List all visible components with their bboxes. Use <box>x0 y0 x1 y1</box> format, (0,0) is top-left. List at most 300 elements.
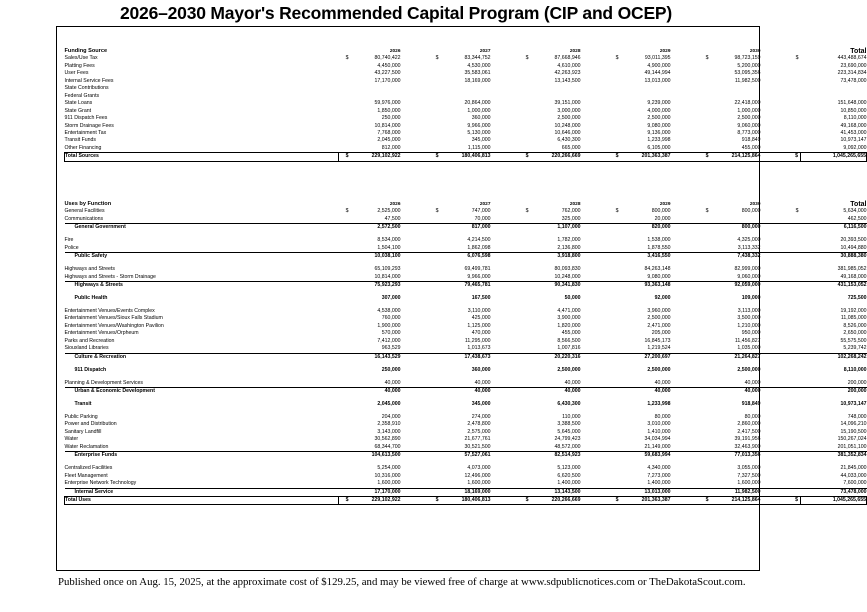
spacer <box>671 465 699 472</box>
value-2029: 1,219,524 <box>647 345 671 352</box>
value-2027: 274,000 <box>471 413 491 420</box>
spacer <box>761 100 789 107</box>
dollar-sign <box>519 282 531 290</box>
dollar-sign <box>789 224 801 232</box>
dollar-sign <box>519 308 531 315</box>
value-total: 49,168,000 <box>840 273 867 280</box>
value-2029: 9,136,000 <box>647 129 671 136</box>
value-total: 381,985,052 <box>837 266 867 273</box>
dollar-sign <box>519 123 531 130</box>
value-2028: 80,093,830 <box>554 266 581 273</box>
spacer <box>671 78 699 85</box>
value-2027: 817,000 <box>441 224 491 232</box>
dollar-sign <box>519 444 531 452</box>
spacer <box>401 353 429 361</box>
row-label: Entertainment Venues/Events Complex <box>64 307 155 314</box>
value-2030: 3,055,000 <box>737 465 761 472</box>
value-total: 19,192,000 <box>840 307 867 314</box>
spacer <box>699 201 711 208</box>
spacer <box>581 123 609 130</box>
spacer <box>671 401 699 408</box>
spacer <box>401 315 429 322</box>
spacer <box>581 414 609 421</box>
value-2028: 5,645,000 <box>557 428 581 435</box>
spacer <box>761 480 789 488</box>
source-row <box>65 85 867 92</box>
value-2029: 40,000 <box>621 388 671 396</box>
row-label: Public Health <box>74 295 108 302</box>
value-2030: 1,210,000 <box>737 322 761 329</box>
spacer <box>581 115 609 122</box>
dollar-sign <box>609 115 621 122</box>
dollar-sign <box>339 367 351 374</box>
use-row <box>65 473 867 480</box>
spacer <box>401 78 429 85</box>
dollar-sign <box>609 308 621 315</box>
dollar-sign <box>429 345 441 353</box>
dollar-sign <box>789 465 801 472</box>
value-total: 10,973,147 <box>840 137 867 144</box>
spacer <box>401 153 429 161</box>
dollar-sign: $ <box>615 208 619 215</box>
header-row <box>65 48 867 55</box>
value-2026 <box>351 93 401 100</box>
spacer <box>491 452 519 460</box>
value-2030: 11,982,500 <box>711 488 761 496</box>
value-total: 1,045,265,655 <box>801 153 867 161</box>
value-2028: 20,220,316 <box>531 353 581 361</box>
value-total: 49,168,000 <box>840 122 867 129</box>
source-row <box>65 130 867 137</box>
dollar-sign <box>609 130 621 137</box>
row-label: Enterprise Network Technology <box>64 480 137 487</box>
dollar-sign <box>609 145 621 153</box>
spacer <box>401 308 429 315</box>
use-row <box>65 480 867 488</box>
value-2028: 325,000 <box>561 215 581 222</box>
value-2029: 59,683,994 <box>621 452 671 460</box>
value-2029: 205,000 <box>651 330 671 337</box>
dollar-sign <box>609 401 621 408</box>
value-2029: 4,340,000 <box>647 465 671 472</box>
row-label: Urban & Economic Development <box>65 388 339 396</box>
dollar-sign <box>339 216 351 224</box>
spacer <box>761 282 789 290</box>
dollar-sign <box>519 338 531 345</box>
dollar-sign <box>609 345 621 353</box>
dollar-sign <box>429 308 441 315</box>
value-2029: 1,538,000 <box>647 237 671 244</box>
value-2029: 80,000 <box>654 413 671 420</box>
value-total: 5,239,742 <box>843 345 867 352</box>
dollar-sign <box>339 245 351 253</box>
dollar-sign <box>609 282 621 290</box>
value-2030: 92,059,000 <box>711 282 761 290</box>
dollar-sign <box>789 253 801 261</box>
dollar-sign <box>699 323 711 330</box>
value-2029: 2,500,000 <box>647 315 671 322</box>
spacer <box>581 224 609 232</box>
dollar-sign <box>789 282 801 290</box>
value-2027: 30,521,500 <box>464 443 491 450</box>
header-label: Uses by Function <box>64 201 112 207</box>
dollar-sign: $ <box>609 153 621 161</box>
spacer <box>671 224 699 232</box>
spacer <box>581 63 609 70</box>
spacer <box>581 323 609 330</box>
publication-notice: Published once on Aug. 15, 2025, at the approximate cost of $129.25, and may be viewed free of charge at www.sdpublicnotices.com or TheDakotaScout.com. <box>58 576 746 588</box>
spacer <box>671 421 699 428</box>
spacer <box>491 488 519 496</box>
dollar-sign <box>519 216 531 224</box>
value-2029 <box>621 93 671 100</box>
spacer <box>789 201 801 208</box>
dollar-sign <box>429 224 441 232</box>
dollar-sign <box>339 70 351 77</box>
spacer <box>491 70 519 77</box>
dollar-sign <box>789 473 801 480</box>
value-2030: 40,000 <box>744 379 761 386</box>
value-2026: 963,529 <box>381 345 401 352</box>
value-2029: 49,144,994 <box>644 70 671 77</box>
spacer <box>671 308 699 315</box>
spacer <box>581 274 609 282</box>
row-label: Transit <box>74 401 92 408</box>
year-header: 2029 <box>659 202 671 207</box>
row-label: State Loans <box>64 100 93 107</box>
value-2029: 2,500,000 <box>647 366 671 373</box>
value-2028: 48,572,000 <box>554 443 581 450</box>
total-sources-row <box>65 153 867 161</box>
spacer <box>761 473 789 480</box>
use-row <box>65 245 867 253</box>
dollar-sign <box>699 274 711 282</box>
dollar-sign <box>429 145 441 153</box>
value-2028 <box>531 85 581 92</box>
dollar-sign <box>699 421 711 428</box>
spacer <box>761 115 789 122</box>
row-label: Planning & Development Services <box>64 379 143 386</box>
spacer <box>491 208 519 215</box>
spacer <box>761 345 789 353</box>
dollar-sign <box>609 323 621 330</box>
value-2028: 6,620,500 <box>557 472 581 479</box>
dollar-sign <box>789 100 801 107</box>
spacer <box>401 253 429 261</box>
dollar-sign <box>699 444 711 452</box>
dollar-sign <box>519 414 531 421</box>
dollar-sign: $ <box>519 497 531 505</box>
dollar-sign <box>789 85 801 92</box>
dollar-sign <box>519 137 531 144</box>
dollar-sign <box>429 367 441 374</box>
dollar-sign <box>789 295 801 302</box>
spacer <box>671 48 699 55</box>
value-total: 9,092,000 <box>843 144 867 151</box>
uses-by-function-table <box>64 201 867 505</box>
value-2028: 3,000,000 <box>557 107 581 114</box>
value-2026: 760,000 <box>381 315 401 322</box>
value-2028: 220,266,669 <box>531 497 581 505</box>
dollar-sign <box>339 414 351 421</box>
value-2027: 6,076,598 <box>441 253 491 261</box>
spacer <box>671 429 699 436</box>
value-2030: 21,264,827 <box>711 353 761 361</box>
dollar-sign <box>609 266 621 273</box>
spacer <box>581 488 609 496</box>
spacer <box>581 253 609 261</box>
value-2028: 10,248,000 <box>554 273 581 280</box>
spacer <box>671 295 699 302</box>
value-2027: 180,406,813 <box>441 497 491 505</box>
value-2030 <box>711 93 761 100</box>
value-2027: 11,295,000 <box>464 337 491 344</box>
dollar-sign <box>429 452 441 460</box>
value-2027: 9,966,000 <box>467 273 491 280</box>
dollar-sign <box>339 253 351 261</box>
spacer <box>519 201 531 208</box>
row-label: General Government <box>65 224 339 232</box>
dollar-sign <box>519 266 531 273</box>
spacer <box>491 245 519 253</box>
dollar-sign <box>519 70 531 77</box>
value-2029: 93,363,148 <box>621 282 671 290</box>
row-label: Water <box>64 436 79 443</box>
spacer <box>761 338 789 345</box>
row-label: Internal Service Fees <box>64 77 114 84</box>
spacer <box>761 70 789 77</box>
value-2026: 17,170,000 <box>351 488 401 496</box>
value-2030 <box>711 216 761 224</box>
row-label: Fleet Management <box>64 472 108 479</box>
spacer <box>491 115 519 122</box>
dollar-sign <box>609 85 621 92</box>
dollar-sign: $ <box>435 55 439 62</box>
source-row <box>65 70 867 77</box>
row-label: Federal Grants <box>64 92 100 99</box>
dollar-sign <box>429 401 441 408</box>
value-2030: 11,456,827 <box>734 337 761 344</box>
dollar-sign <box>699 465 711 472</box>
spacer <box>761 123 789 130</box>
spacer <box>609 201 621 208</box>
dollar-sign <box>519 452 531 460</box>
value-total: 44,033,000 <box>840 472 867 479</box>
value-2026: 68,344,700 <box>374 443 401 450</box>
value-total: 102,268,242 <box>801 353 867 361</box>
dollar-sign <box>429 216 441 224</box>
spacer <box>761 216 789 224</box>
spacer <box>401 137 429 144</box>
dollar-sign <box>519 93 531 100</box>
dollar-sign <box>789 78 801 85</box>
dollar-sign <box>699 253 711 261</box>
dollar-sign <box>519 421 531 428</box>
dollar-sign <box>789 145 801 153</box>
row-label: Public Parking <box>64 413 98 420</box>
spacer <box>491 401 519 408</box>
row-label: Total Sources <box>65 153 339 161</box>
spacer <box>671 93 699 100</box>
dollar-sign <box>699 282 711 290</box>
dollar-sign <box>609 123 621 130</box>
dollar-sign <box>519 85 531 92</box>
spacer <box>761 452 789 460</box>
dollar-sign <box>339 388 351 396</box>
spacer <box>761 78 789 85</box>
dollar-sign <box>609 78 621 85</box>
value-2026: 47,500 <box>384 215 401 222</box>
source-row <box>65 108 867 115</box>
spacer <box>761 421 789 428</box>
spacer <box>491 473 519 480</box>
spacer <box>761 323 789 330</box>
dollar-sign: $ <box>699 153 711 161</box>
spacer <box>581 295 609 302</box>
year-header: 2029 <box>659 49 671 54</box>
spacer <box>761 153 789 161</box>
source-row <box>65 100 867 107</box>
dollar-sign <box>429 253 441 261</box>
value-2030: 918,849 <box>741 401 761 408</box>
dollar-sign: $ <box>519 153 531 161</box>
spacer <box>671 108 699 115</box>
dollar-sign <box>519 245 531 253</box>
dollar-sign <box>339 108 351 115</box>
year-header: 2026 <box>389 49 401 54</box>
dollar-sign <box>609 421 621 428</box>
spacer <box>761 444 789 452</box>
value-total: 10,494,880 <box>840 244 867 251</box>
dollar-sign <box>699 145 711 153</box>
spacer <box>671 497 699 505</box>
value-2027: 12,496,000 <box>464 472 491 479</box>
dollar-sign <box>339 353 351 361</box>
year-header: 2030 <box>749 49 761 54</box>
value-2028: 3,918,800 <box>531 253 581 261</box>
spacer <box>671 473 699 480</box>
dollar-sign <box>429 353 441 361</box>
use-row <box>65 421 867 428</box>
dollar-sign <box>789 436 801 443</box>
spacer <box>761 380 789 388</box>
spacer <box>491 78 519 85</box>
spacer <box>581 55 609 62</box>
value-2027: 1,000,000 <box>467 107 491 114</box>
spacer <box>581 282 609 290</box>
dollar-sign <box>699 429 711 436</box>
spacer <box>581 380 609 388</box>
spacer <box>671 367 699 374</box>
spacer <box>491 345 519 353</box>
value-2028: 6,430,300 <box>557 137 581 144</box>
spacer <box>581 308 609 315</box>
value-2030 <box>711 85 761 92</box>
value-2028: 40,000 <box>531 388 581 396</box>
dollar-sign <box>429 465 441 472</box>
value-total: 23,690,000 <box>840 62 867 69</box>
dollar-sign <box>699 345 711 353</box>
value-2027: 747,000 <box>471 208 491 215</box>
value-2030: 918,849 <box>741 137 761 144</box>
dollar-sign <box>339 123 351 130</box>
dollar-sign: $ <box>705 55 709 62</box>
value-2027: 2,575,000 <box>467 428 491 435</box>
year-header: 2028 <box>569 202 581 207</box>
value-2027: 360,000 <box>471 366 491 373</box>
spacer <box>671 216 699 224</box>
dollar-sign <box>699 245 711 253</box>
spacer <box>581 473 609 480</box>
spacer <box>401 429 429 436</box>
spacer <box>581 85 609 92</box>
value-2029: 1,233,998 <box>647 137 671 144</box>
value-2027: 1,013,673 <box>467 345 491 352</box>
dollar-sign <box>789 93 801 100</box>
dollar-sign <box>429 108 441 115</box>
value-2026: 10,316,000 <box>374 472 401 479</box>
dollar-sign <box>429 78 441 85</box>
row-label: 911 Dispatch Fees <box>64 115 108 122</box>
value-2030: 82,999,000 <box>734 266 761 273</box>
row-label: Internal Service <box>65 488 339 496</box>
spacer <box>581 237 609 244</box>
dollar-sign <box>519 388 531 396</box>
spacer <box>761 315 789 322</box>
spacer <box>581 78 609 85</box>
value-2029: 40,000 <box>654 379 671 386</box>
spacer <box>671 330 699 337</box>
dollar-sign <box>789 216 801 224</box>
value-2027: 5,130,000 <box>467 129 491 136</box>
value-2030: 7,327,500 <box>737 472 761 479</box>
dollar-sign <box>429 282 441 290</box>
funding-sources-table <box>64 48 867 162</box>
row-label: Total Uses <box>65 497 339 505</box>
use-row <box>65 208 867 215</box>
use-row <box>65 315 867 322</box>
dollar-sign <box>519 488 531 496</box>
value-2027 <box>441 85 491 92</box>
value-2026: 2,572,500 <box>351 224 401 232</box>
source-row <box>65 93 867 100</box>
spacer <box>581 315 609 322</box>
spacer <box>401 145 429 153</box>
spacer <box>671 55 699 62</box>
dollar-sign <box>429 100 441 107</box>
dollar-sign <box>339 488 351 496</box>
value-2028: 2,136,800 <box>557 244 581 251</box>
value-2029: 9,080,000 <box>647 273 671 280</box>
use-row <box>65 274 867 282</box>
dollar-sign <box>699 353 711 361</box>
value-2029: 7,273,000 <box>647 472 671 479</box>
spacer <box>491 201 519 208</box>
value-2026: 812,000 <box>381 144 401 151</box>
row-label: Entertainment Tax <box>64 129 107 136</box>
spacer <box>761 245 789 253</box>
dollar-sign <box>429 473 441 480</box>
spacer <box>761 401 789 408</box>
spacer <box>761 429 789 436</box>
dollar-sign <box>339 85 351 92</box>
spacer <box>401 48 429 55</box>
spacer <box>581 421 609 428</box>
dollar-sign <box>339 282 351 290</box>
value-2029: 20,000 <box>654 215 671 222</box>
spacer <box>491 123 519 130</box>
value-2029: 3,010,000 <box>647 421 671 428</box>
